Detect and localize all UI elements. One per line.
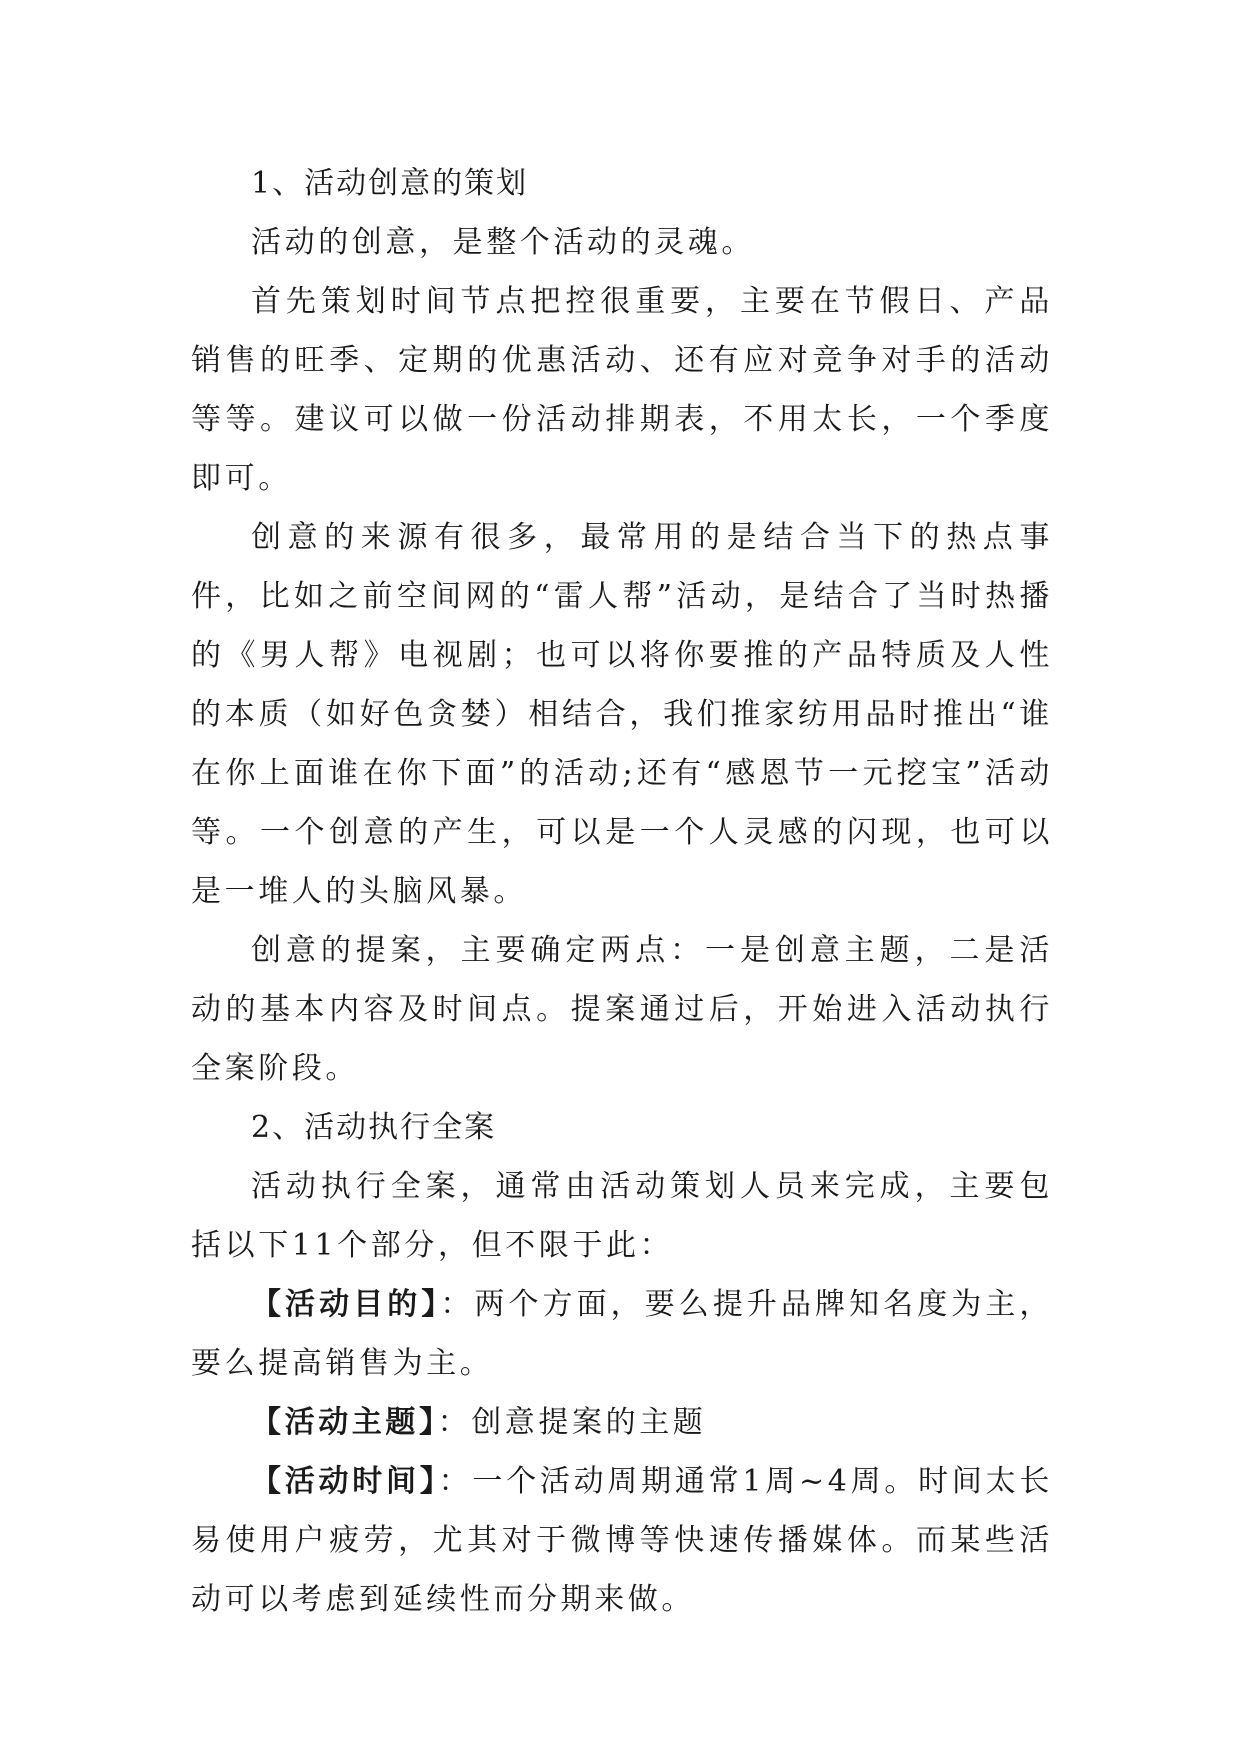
paragraph: 创意的来源有很多，最常用的是结合当下的热点事件，比如之前空间网的“雷人帮”活动，是结合了当时热播的《男人帮》电视剧；也可以将你要推的产品特质及人性的本质（如好色贪婪）相结合，我们推家纺用品时推出“谁在你上面谁在你下面”的活动;还有“感恩节一元挖宝”活动等。一个创意的产生，可以是一个人灵感的闪现，也可以是一堆人的头脑风暴。 bbox=[191, 520, 1053, 909]
item-label: 【活动目的】 bbox=[251, 1287, 441, 1322]
item-text: ：一个活动周期通常1周~4周。时间太长易使用户疲劳，尤其对于微博等快速传播媒体。而某些活动可以考虑到延续性而分期来做。 bbox=[191, 1464, 1053, 1617]
item-label: 【活动主题】 bbox=[251, 1405, 438, 1440]
paragraph: 创意的提案，主要确定两点：一是创意主题，二是活动的基本内容及时间点。提案通过后，开始进入活动执行全案阶段。 bbox=[191, 933, 1053, 1086]
list-item-time bbox=[191, 1452, 1053, 1629]
item-text: ：创意提案的主题 bbox=[437, 1405, 707, 1440]
list-item-purpose bbox=[191, 1275, 1053, 1393]
document-page bbox=[191, 154, 1053, 1629]
item-text: ：两个方面，要么提升品牌知名度为主，要么提高销售为主。 bbox=[191, 1287, 1053, 1381]
section-heading-2: 2、活动执行全案 bbox=[251, 1110, 497, 1145]
paragraph: 活动的创意，是整个活动的灵魂。 bbox=[251, 225, 755, 260]
list-item-theme bbox=[191, 1393, 1053, 1452]
paragraph: 活动执行全案，通常由活动策划人员来完成，主要包括以下11个部分，但不限于此： bbox=[191, 1169, 1053, 1263]
item-label: 【活动时间】 bbox=[251, 1464, 439, 1499]
paragraph: 首先策划时间节点把控很重要，主要在节假日、产品销售的旺季、定期的优惠活动、还有应对竞争对手的活动等等。建议可以做一份活动排期表，不用太长，一个季度即可。 bbox=[191, 284, 1053, 496]
section-heading-1: 1、活动创意的策划 bbox=[251, 166, 529, 201]
